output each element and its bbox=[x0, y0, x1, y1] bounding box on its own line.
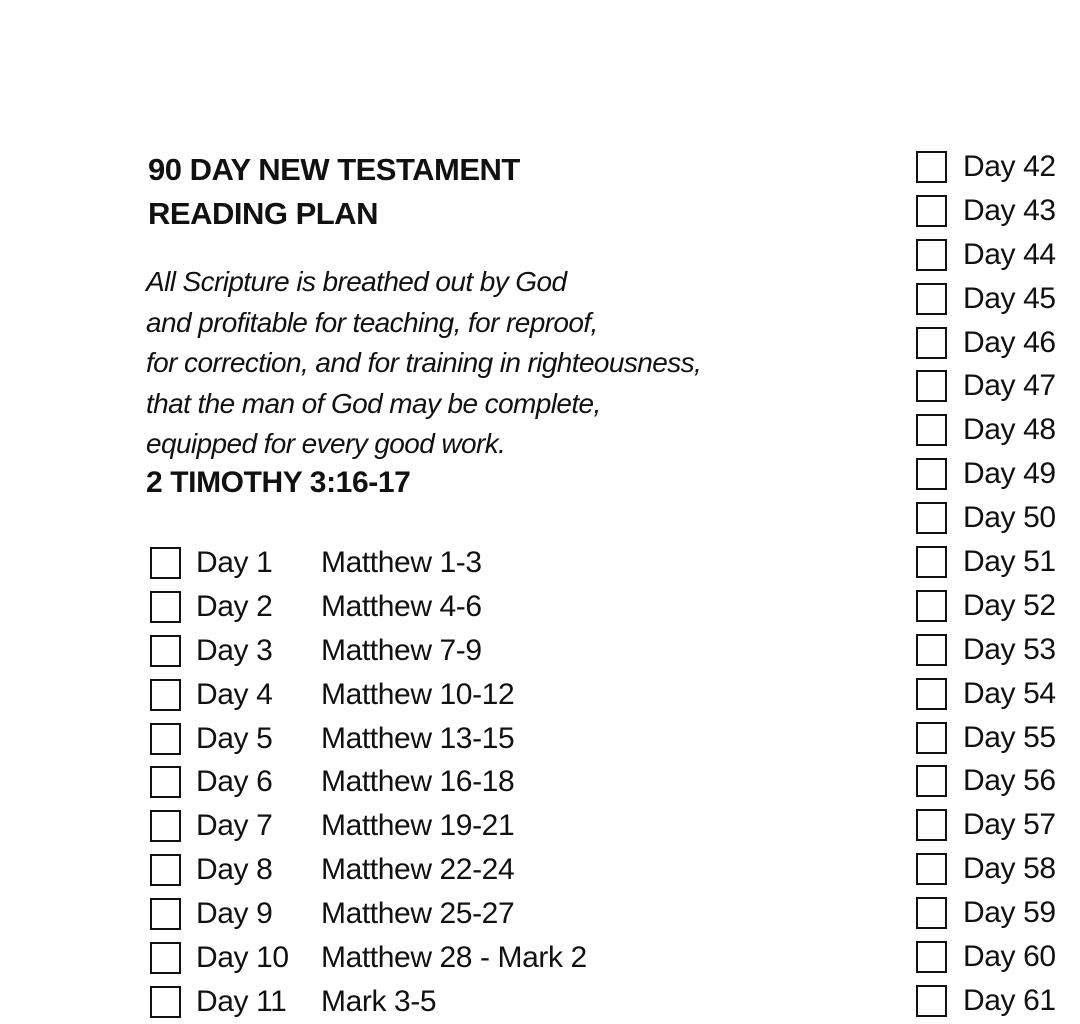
day-label: Day 50 bbox=[963, 501, 1056, 535]
day-label: Day 54 bbox=[963, 676, 1056, 710]
day-checkbox[interactable] bbox=[916, 590, 947, 622]
day-checkbox[interactable] bbox=[916, 370, 947, 402]
reading-passage: Mark 3-5 bbox=[321, 984, 437, 1018]
day-checkbox[interactable] bbox=[916, 809, 947, 841]
day-label: Day 3 bbox=[196, 633, 273, 667]
reading-row bbox=[150, 541, 587, 585]
day-label: Day 5 bbox=[196, 721, 273, 755]
reading-row bbox=[916, 979, 1056, 1023]
day-checkbox[interactable] bbox=[150, 679, 181, 711]
reading-passage: Matthew 22-24 bbox=[321, 853, 515, 887]
reading-passage: Matthew 13-15 bbox=[321, 721, 515, 755]
reading-row bbox=[150, 848, 587, 892]
day-label: Day 61 bbox=[963, 983, 1056, 1017]
day-label: Day 9 bbox=[196, 897, 273, 931]
day-label: Day 47 bbox=[963, 369, 1056, 403]
day-label: Day 42 bbox=[963, 149, 1056, 183]
day-checkbox[interactable] bbox=[916, 151, 947, 183]
day-label: Day 6 bbox=[196, 765, 273, 799]
reading-list-right bbox=[916, 145, 1056, 1023]
reading-row bbox=[916, 847, 1056, 891]
scripture-quote bbox=[146, 262, 701, 465]
day-checkbox[interactable] bbox=[916, 502, 947, 534]
reading-row bbox=[916, 891, 1056, 935]
day-checkbox[interactable] bbox=[916, 458, 947, 490]
day-checkbox[interactable] bbox=[150, 898, 181, 930]
day-label: Day 7 bbox=[196, 809, 273, 843]
day-label: Day 49 bbox=[963, 457, 1056, 491]
day-label: Day 10 bbox=[196, 940, 289, 974]
day-label: Day 44 bbox=[963, 237, 1056, 271]
reading-row bbox=[916, 672, 1056, 716]
quote-line: All Scripture is breathed out by God bbox=[146, 266, 567, 297]
day-label: Day 11 bbox=[196, 984, 287, 1018]
reading-row bbox=[916, 321, 1056, 365]
reading-row bbox=[916, 364, 1056, 408]
reading-row bbox=[916, 584, 1056, 628]
day-checkbox[interactable] bbox=[916, 634, 947, 666]
title-line-1: 90 DAY NEW TESTAMENT bbox=[148, 152, 520, 187]
reading-row bbox=[916, 935, 1056, 979]
day-label: Day 48 bbox=[963, 413, 1056, 447]
title-line-2: READING PLAN bbox=[148, 196, 378, 231]
reading-passage: Matthew 10-12 bbox=[321, 677, 515, 711]
reading-row bbox=[150, 629, 587, 673]
reading-row bbox=[150, 892, 587, 936]
day-label: Day 53 bbox=[963, 632, 1056, 666]
reading-passage: Matthew 1-3 bbox=[321, 545, 482, 579]
reading-row bbox=[150, 936, 587, 980]
reading-row bbox=[916, 496, 1056, 540]
day-checkbox[interactable] bbox=[916, 765, 947, 797]
quote-line: for correction, and for training in righteousness, bbox=[146, 347, 702, 378]
reading-row bbox=[916, 759, 1056, 803]
day-checkbox[interactable] bbox=[150, 766, 181, 798]
reading-row bbox=[150, 760, 587, 804]
day-label: Day 52 bbox=[963, 588, 1056, 622]
day-checkbox[interactable] bbox=[916, 195, 947, 227]
reading-passage: Matthew 7-9 bbox=[321, 633, 482, 667]
reading-passage: Matthew 19-21 bbox=[321, 809, 515, 843]
day-checkbox[interactable] bbox=[150, 547, 181, 579]
reading-passage: Matthew 25-27 bbox=[321, 897, 515, 931]
day-checkbox[interactable] bbox=[916, 722, 947, 754]
day-label: Day 2 bbox=[196, 589, 273, 623]
quote-line: and profitable for teaching, for reproof, bbox=[146, 306, 598, 338]
day-label: Day 43 bbox=[963, 193, 1056, 227]
day-label: Day 58 bbox=[963, 852, 1056, 886]
day-label: Day 45 bbox=[963, 281, 1056, 315]
day-checkbox[interactable] bbox=[150, 942, 181, 974]
reading-row bbox=[150, 980, 587, 1024]
reading-row bbox=[916, 189, 1056, 233]
reading-row bbox=[916, 408, 1056, 452]
scripture-reference: 2 TIMOTHY 3:16-17 bbox=[146, 466, 411, 499]
reading-row bbox=[916, 540, 1056, 584]
quote-line: equipped for every good work. bbox=[146, 428, 506, 459]
reading-row bbox=[916, 716, 1056, 760]
quote-line: that the man of God may be complete, bbox=[146, 387, 601, 419]
reading-passage: Matthew 16-18 bbox=[321, 765, 515, 799]
day-label: Day 59 bbox=[963, 896, 1056, 930]
reading-row bbox=[150, 673, 587, 717]
day-checkbox[interactable] bbox=[916, 897, 947, 929]
day-checkbox[interactable] bbox=[916, 414, 947, 446]
day-label: Day 51 bbox=[963, 544, 1056, 578]
day-checkbox[interactable] bbox=[916, 239, 947, 271]
reading-row bbox=[916, 145, 1056, 189]
day-checkbox[interactable] bbox=[150, 591, 181, 623]
reading-passage: Matthew 4-6 bbox=[321, 589, 482, 623]
reading-row bbox=[150, 585, 587, 629]
reading-row bbox=[916, 452, 1056, 496]
reading-row bbox=[916, 233, 1056, 277]
day-checkbox[interactable] bbox=[150, 854, 181, 886]
day-checkbox[interactable] bbox=[150, 810, 181, 842]
reading-row bbox=[150, 717, 587, 761]
reading-list-left bbox=[150, 541, 587, 1024]
day-checkbox[interactable] bbox=[916, 546, 947, 578]
day-checkbox[interactable] bbox=[150, 986, 181, 1018]
day-label: Day 60 bbox=[963, 939, 1056, 973]
day-label: Day 4 bbox=[196, 677, 273, 711]
reading-row bbox=[150, 804, 587, 848]
page-title bbox=[148, 148, 520, 236]
reading-passage: Matthew 28 - Mark 2 bbox=[321, 940, 587, 974]
day-label: Day 57 bbox=[963, 808, 1056, 842]
day-checkbox[interactable] bbox=[916, 853, 947, 885]
day-label: Day 1 bbox=[196, 545, 273, 579]
reading-row bbox=[916, 803, 1056, 847]
day-checkbox[interactable] bbox=[916, 327, 947, 359]
day-checkbox[interactable] bbox=[916, 283, 947, 315]
day-label: Day 46 bbox=[963, 325, 1056, 359]
day-checkbox[interactable] bbox=[150, 635, 181, 667]
day-label: Day 55 bbox=[963, 720, 1056, 754]
reading-row bbox=[916, 277, 1056, 321]
reading-row bbox=[916, 628, 1056, 672]
day-label: Day 56 bbox=[963, 764, 1056, 798]
day-checkbox[interactable] bbox=[916, 985, 947, 1017]
day-checkbox[interactable] bbox=[150, 723, 181, 755]
day-checkbox[interactable] bbox=[916, 678, 947, 710]
day-checkbox[interactable] bbox=[916, 941, 947, 973]
day-label: Day 8 bbox=[196, 853, 273, 887]
